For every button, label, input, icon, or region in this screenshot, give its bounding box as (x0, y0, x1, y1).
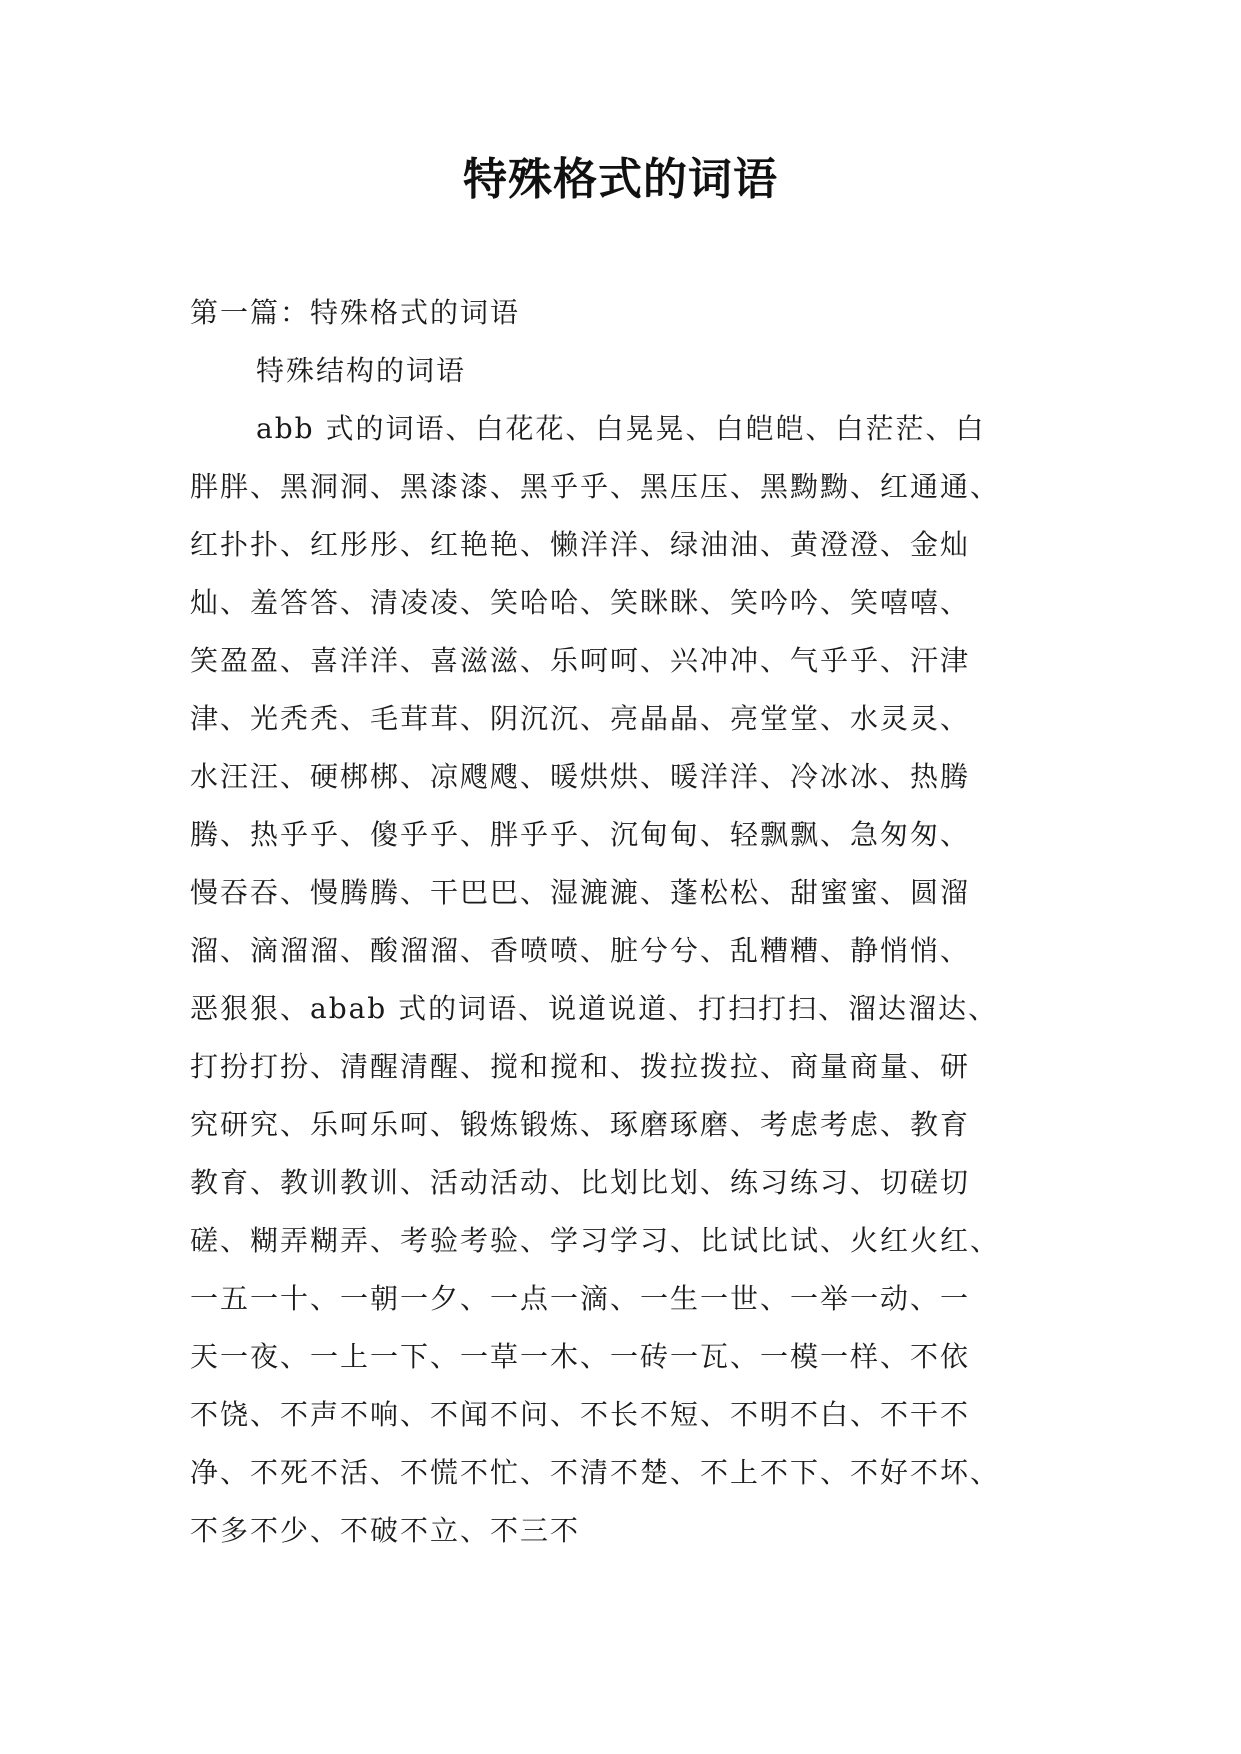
body-line: 教育、教训教训、活动活动、比划比划、练习练习、切磋切 (190, 1166, 971, 1199)
body-line: 笑盈盈、喜洋洋、喜滋滋、乐呵呵、兴冲冲、气乎乎、汗津 (190, 644, 971, 677)
document-body (190, 284, 1060, 1560)
body-line: 究研究、乐呵乐呵、锻炼锻炼、琢磨琢磨、考虑考虑、教育 (190, 1108, 971, 1141)
body-line: 打扮打扮、清醒清醒、搅和搅和、拨拉拨拉、商量商量、研 (190, 1050, 971, 1083)
subheading: 特殊结构的词语 (256, 354, 467, 387)
document-title: 特殊格式的词语 (463, 154, 778, 205)
body-line: 津、光秃秃、毛茸茸、阴沉沉、亮晶晶、亮堂堂、水灵灵、 (190, 702, 971, 735)
body-line: 溜、滴溜溜、酸溜溜、香喷喷、脏兮兮、乱糟糟、静悄悄、 (190, 934, 971, 967)
body-line: 腾、热乎乎、傻乎乎、胖乎乎、沉甸甸、轻飘飘、急匆匆、 (190, 818, 971, 851)
body-line: 不多不少、不破不立、不三不 (190, 1514, 581, 1547)
body-line: 净、不死不活、不慌不忙、不清不楚、不上不下、不好不坏、 (190, 1456, 1001, 1489)
body-line: 灿、羞答答、清凌凌、笑哈哈、笑眯眯、笑吟吟、笑嘻嘻、 (190, 586, 971, 619)
body-line: 胖胖、黑洞洞、黑漆漆、黑乎乎、黑压压、黑黝黝、红通通、 (190, 470, 1001, 503)
body-line: 磋、糊弄糊弄、考验考验、学习学习、比试比试、火红火红、 (190, 1224, 1001, 1257)
chapter-heading: 第一篇：特殊格式的词语 (190, 296, 521, 329)
body-line: 红扑扑、红彤彤、红艳艳、懒洋洋、绿油油、黄澄澄、金灿 (190, 528, 971, 561)
body-line: 不饶、不声不响、不闻不问、不长不短、不明不白、不干不 (190, 1398, 971, 1431)
body-line: 恶狠狠、abab 式的词语、说道说道、打扫打扫、溜达溜达、 (190, 992, 999, 1025)
body-line: 天一夜、一上一下、一草一木、一砖一瓦、一模一样、不依 (190, 1340, 971, 1373)
body-line: 一五一十、一朝一夕、一点一滴、一生一世、一举一动、一 (190, 1282, 971, 1315)
body-line: 水汪汪、硬梆梆、凉飕飕、暖烘烘、暖洋洋、冷冰冰、热腾 (190, 760, 971, 793)
body-line: abb 式的词语、白花花、白晃晃、白皑皑、白茫茫、白 (256, 412, 986, 445)
body-line: 慢吞吞、慢腾腾、干巴巴、湿漉漉、蓬松松、甜蜜蜜、圆溜 (190, 876, 971, 909)
